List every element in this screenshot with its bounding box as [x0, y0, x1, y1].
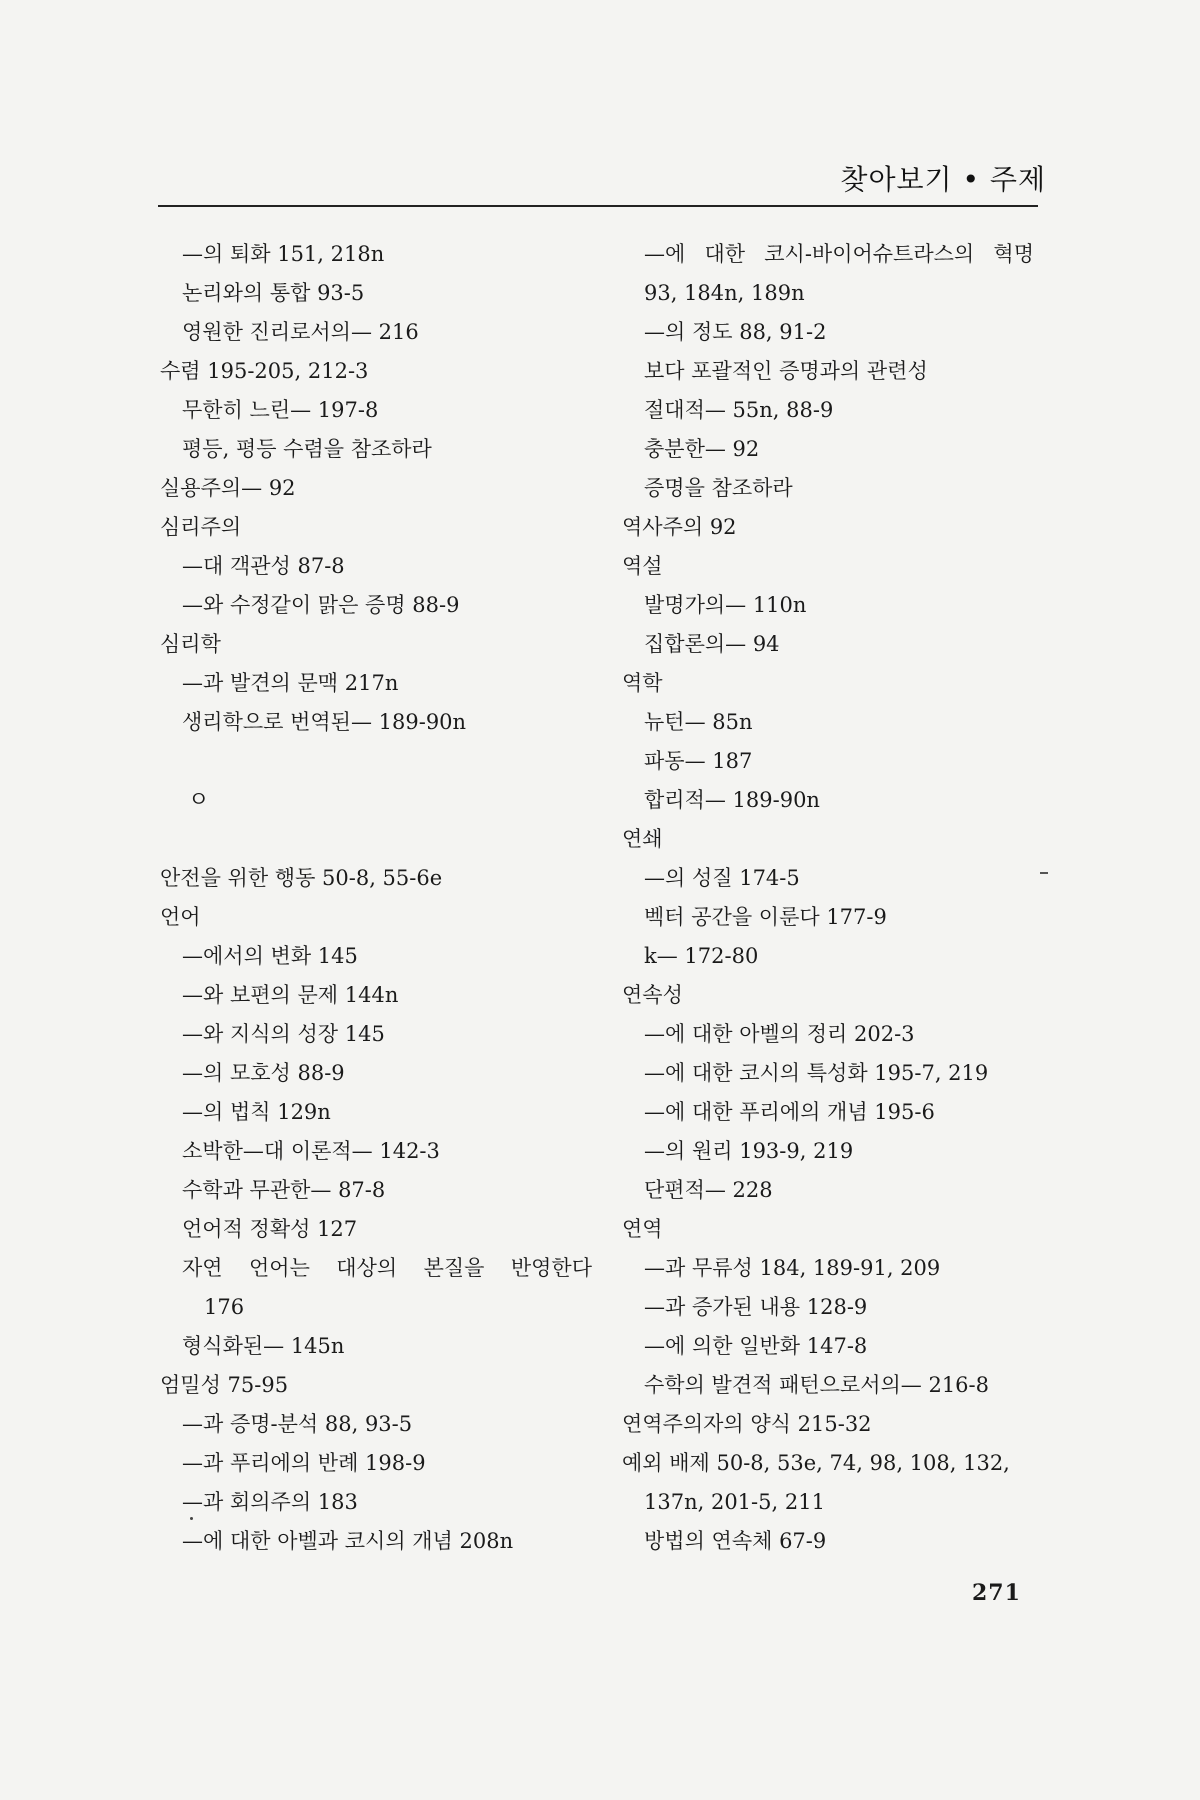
header-rule — [158, 205, 1038, 207]
index-word: 혁명 — [993, 242, 1034, 266]
index-word: 대상의 — [336, 1256, 398, 1280]
index-entry: 심리학 — [160, 632, 221, 656]
index-subentry: 무한히 느린— 197-8 — [182, 398, 379, 422]
index-column-right — [622, 235, 1042, 1561]
index-subentry: 수학과 무관한— 87-8 — [182, 1178, 386, 1202]
index-subentry-justified — [622, 235, 1042, 274]
index-subentry: 발명가의— 110n — [644, 593, 807, 617]
index-subentry: 93, 184n, 189n — [644, 281, 805, 305]
index-entry: 엄밀성 75-95 — [160, 1373, 289, 1397]
index-subentry: —에 대한 코시의 특성화 195-7, 219 — [644, 1061, 989, 1085]
index-entry: 심리주의 — [160, 515, 242, 539]
index-subentry: —에 대한 푸리에의 개념 195-6 — [644, 1100, 935, 1124]
index-subentry: —과 증가된 내용 128-9 — [644, 1295, 868, 1319]
index-subentry: —과 푸리에의 반례 198-9 — [182, 1451, 426, 1475]
index-subentry: 137n, 201-5, 211 — [644, 1490, 825, 1514]
index-word: 본질을 — [423, 1256, 485, 1280]
stray-mark — [1040, 872, 1048, 874]
index-subentry: —와 수정같이 맑은 증명 88-9 — [182, 593, 460, 617]
index-entry: 수렴 195-205, 212-3 — [160, 359, 369, 383]
index-subentry: —와 보편의 문제 144n — [182, 983, 399, 1007]
index-entry: 예외 배제 50-8, 53e, 74, 98, 108, 132, — [622, 1451, 1010, 1475]
index-subentry: 보다 포괄적인 증명과의 관련성 — [644, 359, 928, 383]
index-subentry: —와 지식의 성장 145 — [182, 1022, 385, 1046]
index-subentry: 언어적 정확성 127 — [182, 1217, 358, 1241]
index-word: 대한 — [704, 242, 746, 266]
index-subentry-justified — [160, 1249, 600, 1288]
index-entry: 안전을 위한 행동 50-8, 55-6e — [160, 866, 443, 890]
index-subentry: 집합론의— 94 — [644, 632, 780, 656]
blank-line — [160, 742, 600, 781]
index-subentry: 뉴턴— 85n — [644, 710, 753, 734]
index-entry: 실용주의— 92 — [160, 476, 296, 500]
index-entry: 연쇄 — [622, 827, 663, 851]
index-subentry: —의 성질 174-5 — [644, 866, 800, 890]
index-subentry: 단편적— 228 — [644, 1178, 773, 1202]
index-subentry: 논리와의 통합 93-5 — [182, 281, 365, 305]
running-header — [158, 158, 1046, 202]
index-subentry: 충분한— 92 — [644, 437, 760, 461]
stray-dot — [190, 1517, 193, 1520]
index-subentry: —의 원리 193-9, 219 — [644, 1139, 854, 1163]
index-subentry: —과 증명-분석 88, 93-5 — [182, 1412, 413, 1436]
index-entry: 언어 — [160, 905, 201, 929]
index-subentry: —에 대한 아벨과 코시의 개념 208n — [182, 1529, 514, 1553]
index-subentry: —에 대한 아벨의 정리 202-3 — [644, 1022, 915, 1046]
index-entry: 연역주의자의 양식 215-32 — [622, 1412, 872, 1436]
index-subentry: 생리학으로 번역된— 189-90n — [182, 710, 467, 734]
index-subentry: —의 모호성 88-9 — [182, 1061, 345, 1085]
index-entry: 연역 — [622, 1217, 663, 1241]
index-subentry: —의 정도 88, 91-2 — [644, 320, 827, 344]
index-column-left — [160, 235, 600, 1561]
index-subentry: 벡터 공간을 이룬다 177-9 — [644, 905, 887, 929]
index-subentry: —의 퇴화 151, 218n — [182, 242, 385, 266]
index-word: 코시-바이어슈트라스의 — [764, 242, 975, 266]
section-letter: ㅇ — [188, 788, 210, 813]
index-word: 반영한다 — [510, 1256, 592, 1280]
index-word: 자연 — [182, 1256, 223, 1280]
index-subentry: —과 무류성 184, 189-91, 209 — [644, 1256, 941, 1280]
index-subentry: 방법의 연속체 67-9 — [644, 1529, 827, 1553]
index-entry: 연속성 — [622, 983, 683, 1007]
index-entry: 역설 — [622, 554, 663, 578]
index-subentry: k— 172-80 — [644, 944, 759, 968]
index-subentry: 증명을 참조하라 — [644, 476, 793, 500]
index-subentry: 영원한 진리로서의— 216 — [182, 320, 419, 344]
index-word: —에 — [644, 242, 686, 266]
index-subentry: 평등, 평등 수렴을 참조하라 — [182, 437, 432, 461]
index-subentry: —의 법칙 129n — [182, 1100, 331, 1124]
index-subentry: —대 객관성 87-8 — [182, 554, 345, 578]
index-entry: 역사주의 92 — [622, 515, 737, 539]
running-header-title: 찾아보기 • 주제 — [840, 163, 1046, 196]
index-subentry: 소박한—대 이론적— 142-3 — [182, 1139, 440, 1163]
index-word: 언어는 — [249, 1256, 310, 1280]
index-subentry: 형식화된— 145n — [182, 1334, 345, 1358]
index-subentry: —에 의한 일반화 147-8 — [644, 1334, 868, 1358]
index-subentry: 절대적— 55n, 88-9 — [644, 398, 834, 422]
index-subentry: 수학의 발견적 패턴으로서의— 216-8 — [644, 1373, 989, 1397]
index-subentry: 합리적— 189-90n — [644, 788, 820, 812]
index-subentry: 파동— 187 — [644, 749, 753, 773]
index-subentry: —과 회의주의 183 — [182, 1490, 358, 1514]
index-subentry: —과 발견의 문맥 217n — [182, 671, 399, 695]
index-entry: 역학 — [622, 671, 663, 695]
index-subentry: —에서의 변화 145 — [182, 944, 358, 968]
blank-line — [160, 820, 600, 859]
page-number: 271 — [972, 1580, 1021, 1606]
index-subentry: 176 — [204, 1295, 245, 1319]
